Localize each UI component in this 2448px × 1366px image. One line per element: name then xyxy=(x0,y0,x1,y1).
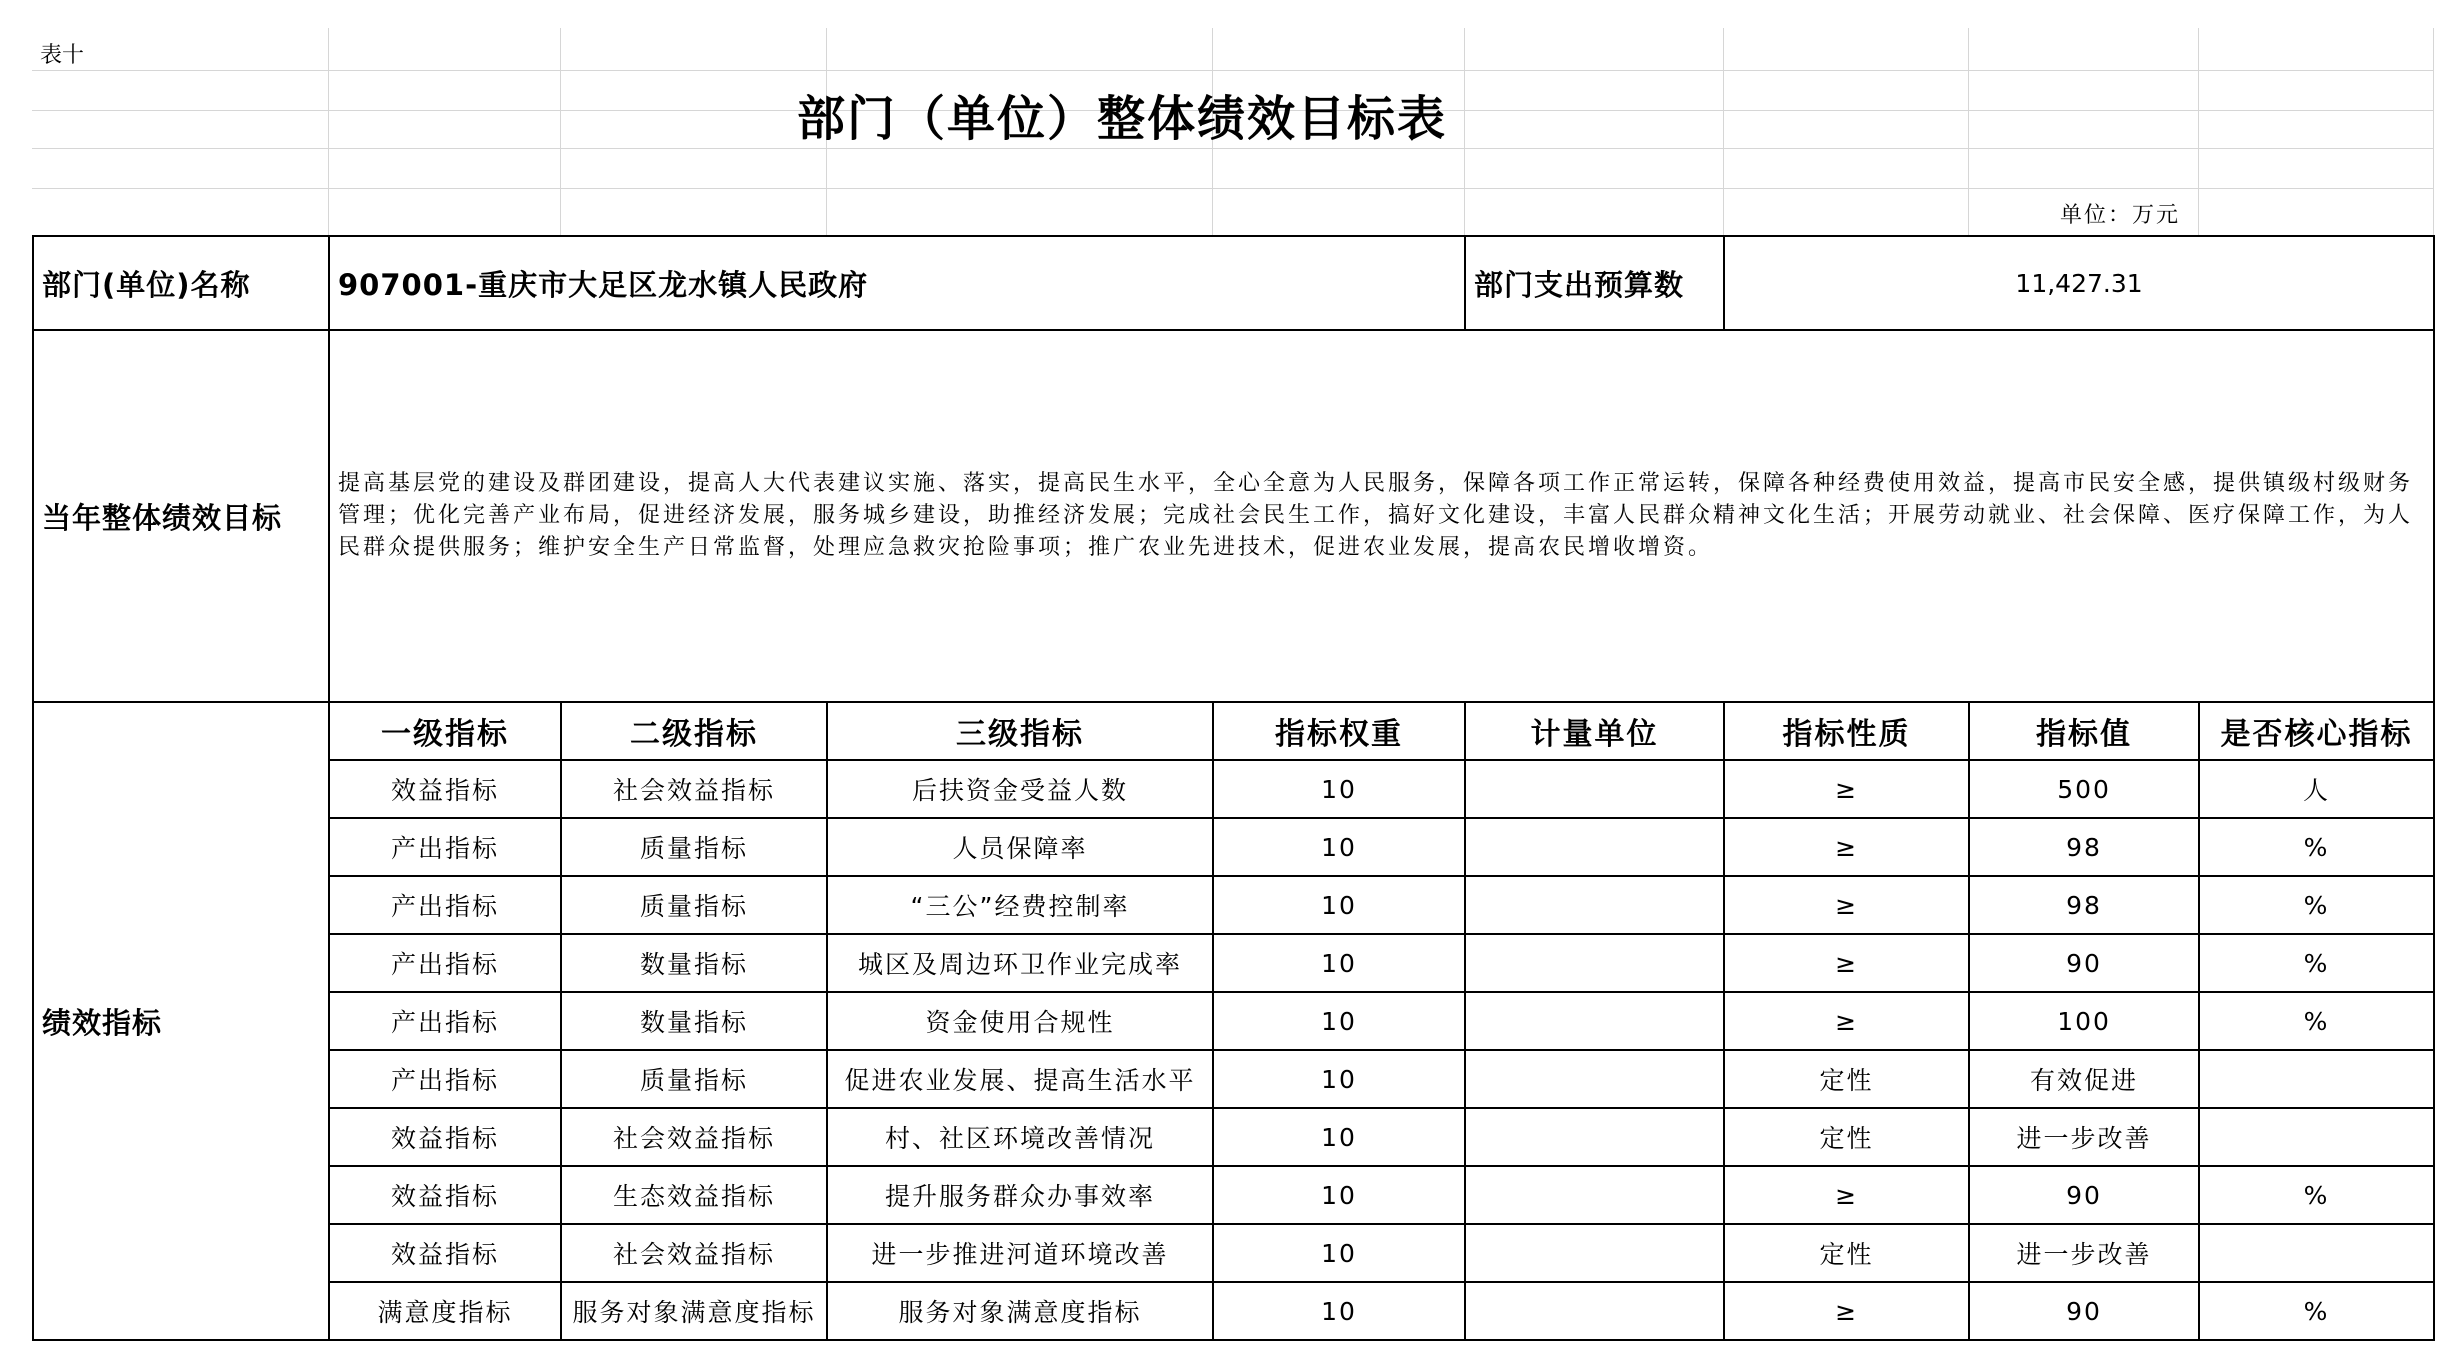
cell-core: % xyxy=(2199,992,2434,1050)
cell-value: 90 xyxy=(1969,1282,2199,1340)
table-row xyxy=(33,760,2434,818)
cell-weight: 10 xyxy=(1213,1166,1465,1224)
sheet-grid-cell xyxy=(826,148,1213,189)
cell-unit xyxy=(1465,1282,1724,1340)
cell-weight: 10 xyxy=(1213,934,1465,992)
cell-level1: 效益指标 xyxy=(329,1108,561,1166)
goal-text: 提高基层党的建设及群团建设，提高人大代表建议实施、落实，提高民生水平，全心全意为人民服务，保障各项工作正常运转，保障各种经费使用效益，提高市民安全感，提供镇级村级财务管理；优化完善产业布局，促进经济发展，服务城乡建设，助推经济发展；完成社会民生工作，搞好文化建设，丰富人民群众精神文化生活；开展劳动就业、社会保障、医疗保障工作，为人民群众提供服务；维护安全生产日常监督，处理应急救灾抢险事项；推广农业先进技术，促进农业发展，提高农民增收增资。 xyxy=(329,330,2434,702)
cell-core xyxy=(2199,1050,2434,1108)
cell-nature: ≥ xyxy=(1724,992,1969,1050)
cell-level3: 后扶资金受益人数 xyxy=(827,760,1213,818)
cell-level1: 效益指标 xyxy=(329,1166,561,1224)
cell-core xyxy=(2199,1108,2434,1166)
table-row xyxy=(33,934,2434,992)
table-row xyxy=(33,992,2434,1050)
cell-level2: 社会效益指标 xyxy=(561,1108,827,1166)
sheet-grid-cell xyxy=(826,188,1213,236)
cell-level3: 提升服务群众办事效率 xyxy=(827,1166,1213,1224)
cell-nature: ≥ xyxy=(1724,934,1969,992)
sheet-grid-cell xyxy=(328,148,561,189)
cell-level3: 城区及周边环卫作业完成率 xyxy=(827,934,1213,992)
cell-level2: 数量指标 xyxy=(561,934,827,992)
cell-nature: ≥ xyxy=(1724,876,1969,934)
cell-level1: 产出指标 xyxy=(329,876,561,934)
perf-label: 绩效指标 xyxy=(33,702,329,1340)
cell-value: 进一步改善 xyxy=(1969,1224,2199,1282)
cell-weight: 10 xyxy=(1213,1224,1465,1282)
cell-unit xyxy=(1465,1108,1724,1166)
header-core: 是否核心指标 xyxy=(2199,702,2434,760)
cell-unit xyxy=(1465,1166,1724,1224)
header-level3: 三级指标 xyxy=(827,702,1213,760)
cell-weight: 10 xyxy=(1213,992,1465,1050)
cell-weight: 10 xyxy=(1213,818,1465,876)
sheet-grid-cell xyxy=(560,148,827,189)
header-value: 指标值 xyxy=(1969,702,2199,760)
sheet-grid-cell xyxy=(1464,148,1724,189)
header-level1: 一级指标 xyxy=(329,702,561,760)
dept-name-value: 907001-重庆市大足区龙水镇人民政府 xyxy=(329,236,1465,330)
sheet-grid-cell xyxy=(2198,188,2434,236)
sheet-grid-cell xyxy=(1212,148,1465,189)
performance-table xyxy=(32,235,2435,1341)
cell-value: 100 xyxy=(1969,992,2199,1050)
cell-nature: 定性 xyxy=(1724,1224,1969,1282)
table-row xyxy=(33,876,2434,934)
cell-core: % xyxy=(2199,876,2434,934)
table-row xyxy=(33,1282,2434,1340)
cell-level1: 效益指标 xyxy=(329,760,561,818)
cell-level2: 社会效益指标 xyxy=(561,760,827,818)
table-row xyxy=(33,818,2434,876)
table-row xyxy=(33,1108,2434,1166)
cell-level1: 产出指标 xyxy=(329,992,561,1050)
dept-name-label: 部门(单位)名称 xyxy=(33,236,329,330)
cell-unit xyxy=(1465,760,1724,818)
sheet-grid-cell xyxy=(1464,188,1724,236)
sheet-grid-cell xyxy=(328,28,561,71)
cell-level3: 资金使用合规性 xyxy=(827,992,1213,1050)
goal-label: 当年整体绩效目标 xyxy=(33,330,329,702)
sheet-grid-cell xyxy=(1212,28,1465,71)
sheet-grid-cell xyxy=(560,28,827,71)
cell-level2: 质量指标 xyxy=(561,818,827,876)
cell-nature: 定性 xyxy=(1724,1108,1969,1166)
cell-level2: 社会效益指标 xyxy=(561,1224,827,1282)
table-number-note: 表十 xyxy=(40,43,85,68)
cell-core: % xyxy=(2199,934,2434,992)
cell-core: % xyxy=(2199,1282,2434,1340)
header-nature: 指标性质 xyxy=(1724,702,1969,760)
sheet-grid-cell xyxy=(826,28,1213,71)
cell-unit xyxy=(1465,876,1724,934)
sheet-grid-cell xyxy=(2198,70,2434,111)
table-row xyxy=(33,1050,2434,1108)
sheet-grid-cell xyxy=(1464,28,1724,71)
cell-level3: 进一步推进河道环境改善 xyxy=(827,1224,1213,1282)
cell-value: 90 xyxy=(1969,934,2199,992)
cell-level2: 生态效益指标 xyxy=(561,1166,827,1224)
cell-core: % xyxy=(2199,1166,2434,1224)
table-row xyxy=(33,1166,2434,1224)
sheet-grid-cell xyxy=(2198,28,2434,71)
sheet-grid-cell xyxy=(1212,188,1465,236)
cell-nature: 定性 xyxy=(1724,1050,1969,1108)
page-title: 部门（单位）整体绩效目标表 xyxy=(796,91,1447,147)
cell-level3: 促进农业发展、提高生活水平 xyxy=(827,1050,1213,1108)
cell-value: 500 xyxy=(1969,760,2199,818)
sheet-grid-cell xyxy=(2198,110,2434,149)
cell-weight: 10 xyxy=(1213,1282,1465,1340)
cell-value: 进一步改善 xyxy=(1969,1108,2199,1166)
cell-level2: 质量指标 xyxy=(561,1050,827,1108)
sheet-grid-cell xyxy=(1723,188,1969,236)
cell-weight: 10 xyxy=(1213,876,1465,934)
header-unit: 计量单位 xyxy=(1465,702,1724,760)
cell-core: % xyxy=(2199,818,2434,876)
cell-level1: 满意度指标 xyxy=(329,1282,561,1340)
sheet-grid-cell xyxy=(1723,28,1969,71)
cell-unit xyxy=(1465,818,1724,876)
cell-core xyxy=(2199,1224,2434,1282)
unit-label: 单位：万元 xyxy=(2060,203,2181,228)
sheet-grid-cell xyxy=(328,188,561,236)
indicator-header-row xyxy=(33,702,2434,760)
sheet-grid-cell xyxy=(32,148,329,189)
cell-level3: 服务对象满意度指标 xyxy=(827,1282,1213,1340)
sheet-grid-cell xyxy=(2198,148,2434,189)
cell-level1: 效益指标 xyxy=(329,1224,561,1282)
cell-weight: 10 xyxy=(1213,760,1465,818)
sheet-grid-cell xyxy=(32,188,329,236)
cell-level1: 产出指标 xyxy=(329,818,561,876)
cell-level2: 数量指标 xyxy=(561,992,827,1050)
dept-row xyxy=(33,236,2434,330)
cell-value: 有效促进 xyxy=(1969,1050,2199,1108)
cell-level3: “三公”经费控制率 xyxy=(827,876,1213,934)
budget-value: 11,427.31 xyxy=(1724,236,2434,330)
cell-level2: 服务对象满意度指标 xyxy=(561,1282,827,1340)
sheet-grid-cell xyxy=(1723,148,1969,189)
header-level2: 二级指标 xyxy=(561,702,827,760)
cell-core: 人 xyxy=(2199,760,2434,818)
cell-value: 98 xyxy=(1969,818,2199,876)
header-weight: 指标权重 xyxy=(1213,702,1465,760)
cell-level3: 人员保障率 xyxy=(827,818,1213,876)
cell-weight: 10 xyxy=(1213,1108,1465,1166)
cell-unit xyxy=(1465,934,1724,992)
goal-row xyxy=(33,330,2434,702)
cell-nature: ≥ xyxy=(1724,1282,1969,1340)
budget-label: 部门支出预算数 xyxy=(1465,236,1724,330)
cell-level3: 村、社区环境改善情况 xyxy=(827,1108,1213,1166)
cell-nature: ≥ xyxy=(1724,818,1969,876)
cell-level1: 产出指标 xyxy=(329,934,561,992)
cell-weight: 10 xyxy=(1213,1050,1465,1108)
sheet-grid-cell xyxy=(560,188,827,236)
cell-unit xyxy=(1465,1050,1724,1108)
cell-level2: 质量指标 xyxy=(561,876,827,934)
cell-value: 98 xyxy=(1969,876,2199,934)
cell-nature: ≥ xyxy=(1724,760,1969,818)
sheet-grid-cell xyxy=(1968,148,2199,189)
cell-unit xyxy=(1465,992,1724,1050)
sheet-grid-cell xyxy=(1968,28,2199,71)
cell-unit xyxy=(1465,1224,1724,1282)
cell-nature: ≥ xyxy=(1724,1166,1969,1224)
cell-level1: 产出指标 xyxy=(329,1050,561,1108)
cell-value: 90 xyxy=(1969,1166,2199,1224)
table-row xyxy=(33,1224,2434,1282)
